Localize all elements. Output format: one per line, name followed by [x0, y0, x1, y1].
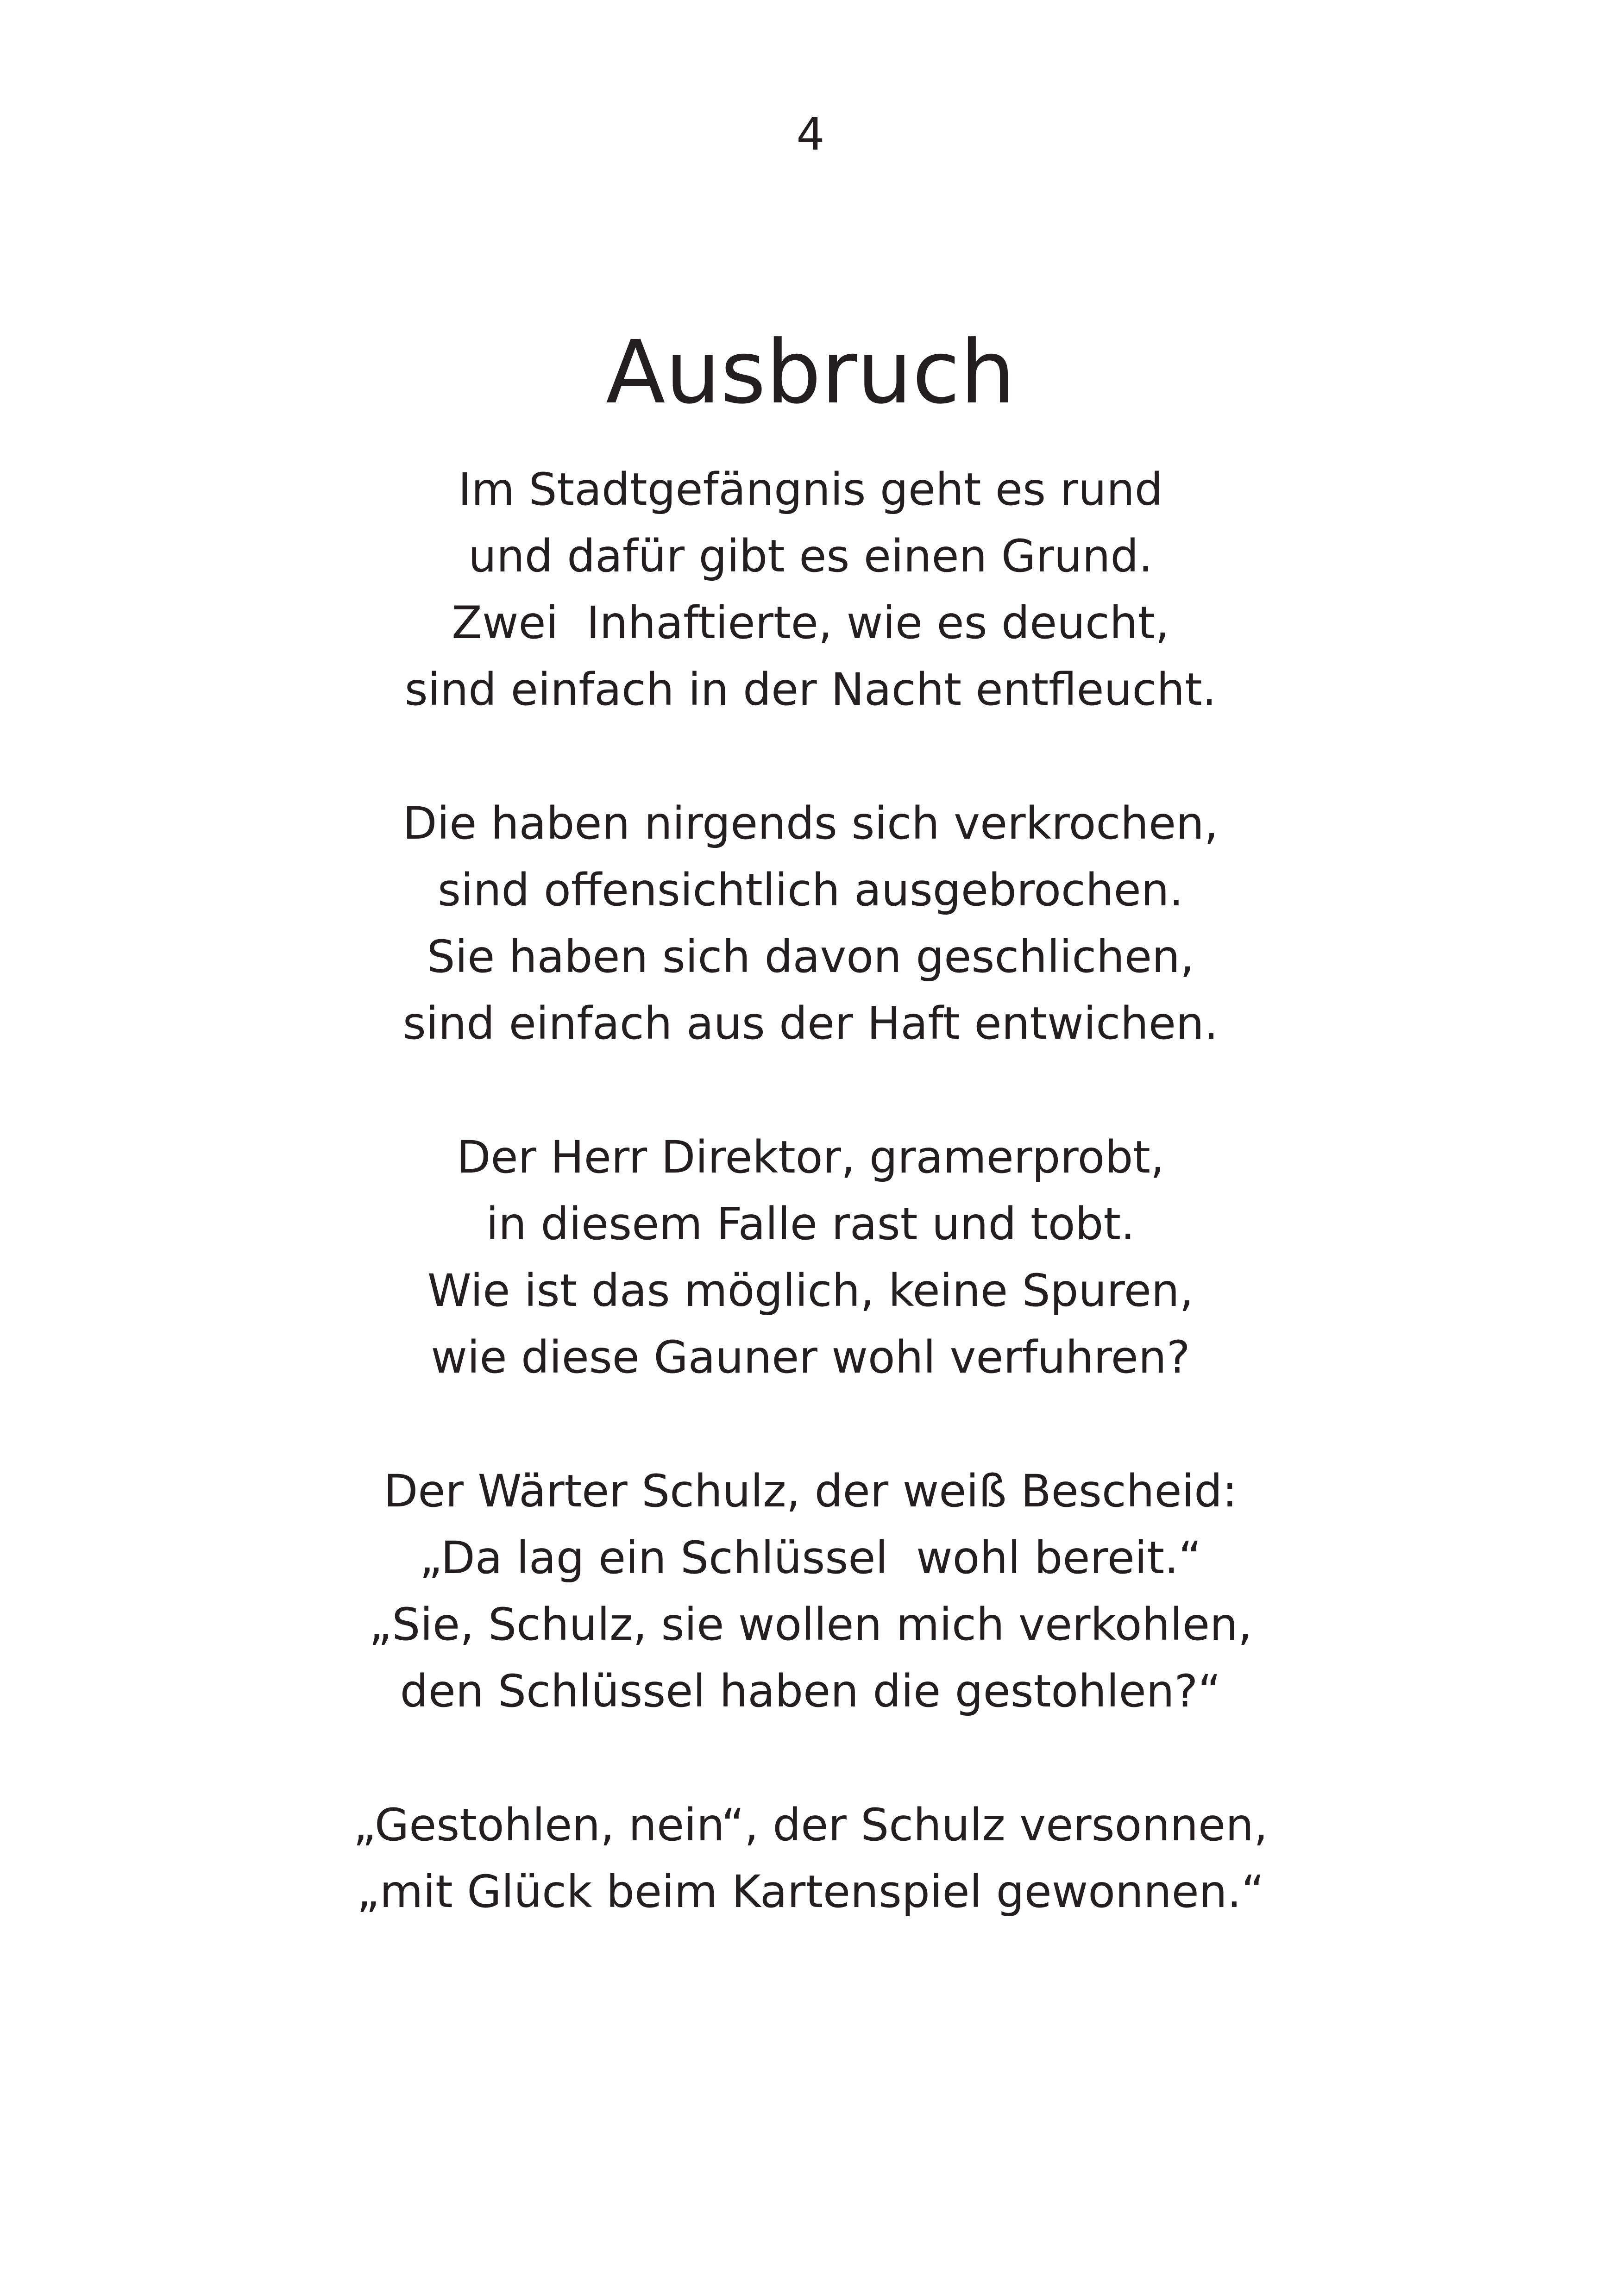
poem-line: „Gestohlen, nein“, der Schulz versonnen,: [353, 1799, 1268, 1851]
stanza-4: [0, 1458, 1621, 1725]
poem-line: „Sie, Schulz, sie wollen mich verkohlen,: [369, 1599, 1252, 1650]
poem-line: Im Stadtgefängnis geht es rund: [458, 464, 1163, 515]
poem-line: Wie ist das möglich, keine Spuren,: [427, 1265, 1194, 1317]
poem-line: sind einfach aus der Haft entwichen.: [402, 997, 1219, 1049]
poem-line: sind einfach in der Nacht entfleucht.: [404, 664, 1217, 715]
poem-body: [0, 456, 1621, 1992]
stanza-5: [0, 1792, 1621, 1925]
poem-line: „mit Glück beim Kartenspiel gewonnen.“: [357, 1866, 1264, 1918]
poem-line: Zwei Inhaftierte, wie es deucht,: [452, 597, 1169, 649]
poem-line: „Da lag ein Schlüssel wohl bereit.“: [419, 1532, 1202, 1584]
stanza-2: [0, 790, 1621, 1057]
stanza-3: [0, 1124, 1621, 1391]
poem-line: Der Herr Direktor, gramerprobt,: [456, 1131, 1165, 1183]
poem-line: wie diese Gauner wohl verfuhren?: [431, 1331, 1190, 1383]
poem-line: in diesem Falle rast und tobt.: [486, 1198, 1135, 1250]
poem-line: und dafür gibt es einen Grund.: [468, 530, 1153, 582]
poem-line: Sie haben sich davon geschlichen,: [427, 931, 1194, 983]
poem-line: den Schlüssel haben die gestohlen?“: [400, 1665, 1221, 1717]
poem-line: Die haben nirgends sich verkrochen,: [402, 797, 1219, 849]
page-number: 4: [796, 108, 825, 160]
stanza-1: [0, 456, 1621, 723]
poem-title: Ausbruch: [605, 322, 1015, 423]
poem-line: sind offensichtlich ausgebrochen.: [438, 864, 1183, 916]
poem-line: Der Wärter Schulz, der weiß Bescheid:: [383, 1465, 1238, 1517]
